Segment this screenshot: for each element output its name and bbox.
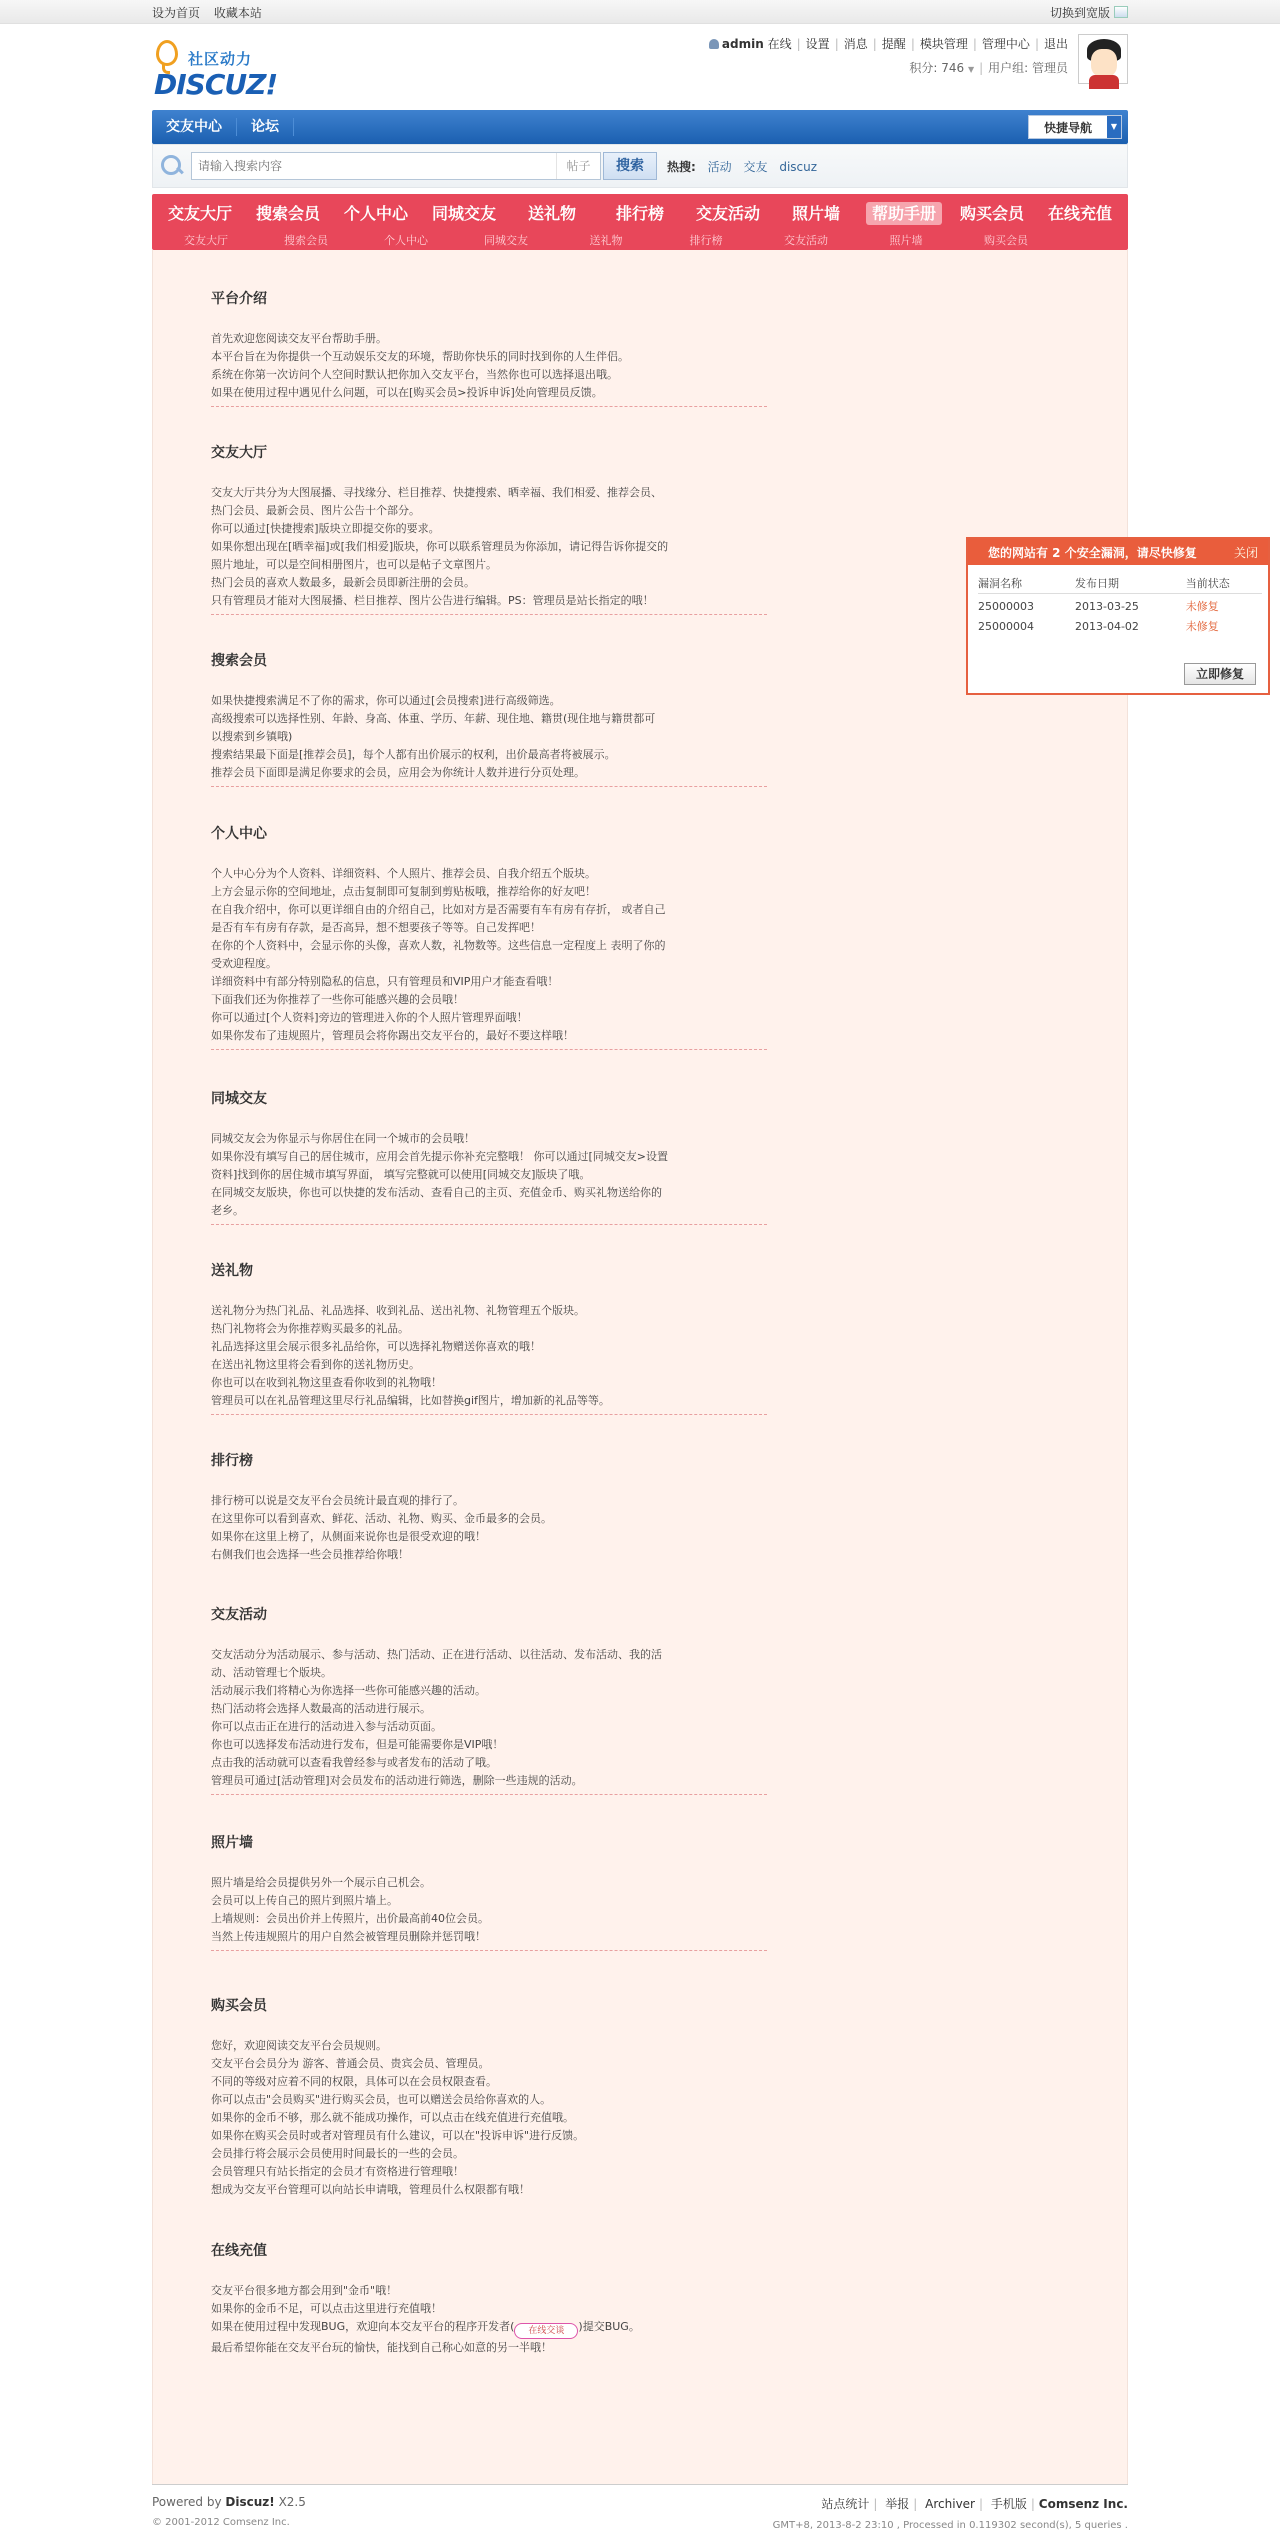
submenu-item[interactable]: 购买会员 <box>984 234 1028 247</box>
hot-search: 热搜: 活动 交友 discuz <box>667 159 818 174</box>
submenu-item[interactable]: 交友活动 <box>784 234 828 247</box>
section-title: 送礼物 <box>211 1263 253 1279</box>
hot-search-link[interactable]: discuz <box>779 159 818 174</box>
avatar[interactable] <box>1078 34 1128 84</box>
quick-nav-button[interactable]: 快捷导航 ▼ <box>1028 115 1122 139</box>
mobile-link[interactable]: 手机版 <box>990 2497 1027 2511</box>
stats-link[interactable]: 站点统计 <box>821 2497 870 2511</box>
points-menu[interactable]: 积分: 746 <box>909 61 965 75</box>
logo-bulb-icon <box>156 40 178 66</box>
search-input[interactable] <box>192 153 556 179</box>
search-icon <box>159 153 185 179</box>
search-button[interactable]: 搜索 <box>603 152 657 180</box>
copyright: © 2001-2012 Comsenz Inc. <box>152 2517 290 2528</box>
section-title: 交友大厅 <box>211 445 267 461</box>
search-type-select[interactable]: 帖子 <box>556 153 600 179</box>
help-section-search: 搜索会员 如果快捷搜索满足不了你的需求，你可以通过[会员搜索]进行高级筛选。 高级搜索可以选择性别、年龄、身高、体重、学历、年薪、现住地、籍贯(现住地与籍贯都可 以搜索到乡镇哦) 搜索结果最下面是[推荐会员]，每个人都有出价展示的权利，出价最高者将被展示。 推荐会员下面即是满足你要求的会员，应用会为你统计人数并进行分页处理。 <box>211 650 767 787</box>
menu-item-same-city[interactable]: 同城交友 <box>431 203 496 223</box>
menu-item-search[interactable]: 搜索会员 <box>255 203 320 223</box>
archiver-link[interactable]: Archiver <box>925 2497 975 2511</box>
security-alert <box>966 537 1270 695</box>
menu-item-recharge[interactable]: 在线充值 <box>1047 203 1112 223</box>
section-title: 排行榜 <box>211 1453 253 1469</box>
dating-menu <box>152 194 1128 250</box>
section-title: 购买会员 <box>211 1998 267 2014</box>
submenu-item[interactable]: 排行榜 <box>689 234 723 247</box>
help-section-activities: 交友活动 交友活动分为活动展示、参与活动、热门活动、正在进行活动、以往活动、发布活动、我的活 动、活动管理七个版块。 活动展示我们将精心为你选择一些你可能感兴趣的活动。 热门活动将会选择人数最高的活动进行展示。 你可以点击正在进行的活动进入参与活动页面。 你也可以选择发布活动进行发布，但是可能需要你是VIP哦！ 点击我的活动就可以查看我曾经参与或者发布的活动了哦。 管理员可通过[活动管理]对会员发布的活动进行筛选，删除一些违规的活动。 <box>211 1604 767 1795</box>
menu-item-personal[interactable]: 个人中心 <box>343 203 408 223</box>
divider <box>211 1049 767 1050</box>
divider <box>211 1224 767 1225</box>
divider <box>211 786 767 787</box>
section-title: 平台介绍 <box>211 291 267 307</box>
submenu-item[interactable]: 交友大厅 <box>184 234 228 247</box>
divider <box>211 614 767 615</box>
divider <box>211 1414 767 1415</box>
menu-item-ranking[interactable]: 排行榜 <box>615 203 664 223</box>
footer: Powered by Discuz! X2.5 © 2001-2012 Comsenz Inc. 站点统计 | 举报 | Archiver | 手机版 | Comsenz Inc. GMT+8, 2013-8-2 23:10 , Processed in 0.119302 second(s), 5 queries . <box>152 2484 1128 2540</box>
chevron-down-icon: ▼ <box>1107 116 1121 138</box>
settings-link[interactable]: 设置 <box>805 37 830 51</box>
switch-style-link[interactable]: 切换到宽版 <box>1049 5 1110 20</box>
qq-chat-icon[interactable]: 在线交谈 <box>514 2323 578 2339</box>
discuz-link[interactable]: Discuz! <box>225 2495 275 2509</box>
logout-link[interactable]: 退出 <box>1043 37 1068 51</box>
user-group-link[interactable]: 用户组: 管理员 <box>988 61 1068 75</box>
menu-item-activities[interactable]: 交友活动 <box>695 203 760 223</box>
section-title: 交友活动 <box>211 1607 267 1623</box>
section-title: 在线充值 <box>211 2243 267 2259</box>
admin-center-link[interactable]: 管理中心 <box>981 37 1030 51</box>
help-section-buy-member: 购买会员 您好，欢迎阅读交友平台会员规则。 交友平台会员分为 游客、普通会员、贵宾会员、管理员。 不同的等级对应着不同的权限，具体可以在会员权限查看。 你可以点击"会员购买"进行购买会员，也可以赠送会员给你喜欢的人。 如果你的金币不够，那么就不能成功操作，可以点击在线充值进行充值哦。 如果你在购买会员时或者对管理员有什么建议，可以在"投诉申诉"进行反馈。 会员排行将会展示会员使用时间最长的一些的会员。 会员管理只有站长指定的会员才有资格进行管理哦！ 想成为交友平台管理可以向站长申请哦，管理员什么权限都有哦！ <box>211 1995 767 2199</box>
switch-style-icon[interactable] <box>1114 6 1128 18</box>
nav-item-dating-center[interactable]: 交友中心 <box>152 118 237 136</box>
search-bar <box>152 144 1128 188</box>
site-logo[interactable]: 社区动力 DISCUZ! <box>152 34 302 104</box>
help-section-personal: 个人中心 个人中心分为个人资料、详细资料、个人照片、推荐会员、自我介绍五个版块。 上方会显示你的空间地址，点击复制即可复制到剪贴板哦，推荐给你的好友吧！ 在自我介绍中，你可以更详细自由的介绍自己，比如对方是否需要有车有房有存折， 或者自己 是否有车有房有存款，是否高异，想不想要孩子等等。自己发挥吧！ 在你的个人资料中，会显示你的头像，喜欢人数，礼物数等。这些信息一定程度上 表明了你的 受欢迎程度。 详细资料中有部分特别隐私的信息，只有管理员和VIP用户才能查看哦！ 下面我们还为你推荐了一些你可能感兴趣的会员哦！ 你可以通过[个人资料]旁边的管理进入你的个人照片管理界面哦！ 如果你发布了违规照片，管理员会将你踢出交友平台的，最好不要这样哦！ <box>211 823 767 1050</box>
messages-link[interactable]: 消息 <box>843 37 868 51</box>
help-section-recharge: 在线充值 交友平台很多地方都会用到"金币"哦！ 如果你的金币不足，可以点击这里进行充值哦！ 如果在使用过程中发现BUG，欢迎向本交友平台的程序开发者( 在线交谈 )提交BUG。 最后希望你能在交友平台玩的愉快，能找到自己称心如意的另一半哦！ <box>211 2240 767 2357</box>
status-badge: 未修复 <box>1185 620 1219 633</box>
help-section-intro: 平台介绍 首先欢迎您阅读交友平台帮助手册。 本平台旨在为你提供一个互动娱乐交友的环境，帮助你快乐的同时找到你的人生伴侣。 系统在你第一次访问个人空间时默认把你加入交友平台，当然你也可以选择退出哦。 如果在使用过程中遇见什么问题，可以在[购买会员>投诉申诉]处向管理员反馈。 <box>211 288 767 407</box>
bookmark-link[interactable]: 收藏本站 <box>213 5 262 20</box>
submenu-item[interactable]: 送礼物 <box>589 234 623 247</box>
help-section-gifts: 送礼物 送礼物分为热门礼品、礼品选择、收到礼品、送出礼物、礼物管理五个版块。 热门礼物将会为你推荐购买最多的礼品。 礼品选择这里会展示很多礼品给你，可以选择礼物赠送你喜欢的哦！ 在送出礼物这里将会看到你的送礼物历史。 你也可以在收到礼物这里查看你收到的礼物哦！ 管理员可以在礼品管理这里尽行礼品编辑，比如替换gif图片，增加新的礼品等等。 <box>211 1260 767 1415</box>
menu-item-help[interactable]: 帮助手册 <box>860 201 948 224</box>
submenu-item[interactable]: 个人中心 <box>384 234 428 247</box>
module-manage-link[interactable]: 模块管理 <box>919 37 968 51</box>
notifications-link[interactable]: 提醒 <box>881 37 906 51</box>
user-info: admin 在线 | 设置 | 消息 | 提醒 | 模块管理 | 管理中心 | 退出 积分: 746 ▼ | 用户组: 管理员 <box>709 34 1128 84</box>
menu-item-photo-wall[interactable]: 照片墙 <box>791 203 840 223</box>
submenu-item[interactable]: 照片墙 <box>889 234 923 247</box>
hot-search-link[interactable]: 交友 <box>743 159 768 174</box>
vulnerability-table: 漏洞名称 发布日期 当前状态 25000003 2013-03-25 未修复 25000004 2013-04-02 未修复 <box>978 573 1262 634</box>
help-section-ranking: 排行榜 排行榜可以说是交友平台会员统计最直观的排行了。 在这里你可以看到喜欢、鲜花、活动、礼物、购买、金币最多的会员。 如果你在这里上榜了，从侧面来说你也是很受欢迎的哦！ 右侧我们也会选择一些会员推荐给你哦！ <box>211 1450 767 1564</box>
section-title: 搜索会员 <box>211 653 267 669</box>
username-link[interactable]: admin <box>721 37 764 51</box>
help-section-same-city: 同城交友 同城交友会为你显示与你居住在同一个城市的会员哦！ 如果你没有填写自己的居住城市，应用会首先提示你补充完整哦！ 你可以通过[同城交友>设置 资料]找到你的居住城市填写界面， 填写完整就可以使用[同城交友]版块了哦。 在同城交友版块，你也可以快捷的发布活动、查看自己的主页、充值金币、购买礼物送给你的 老乡。 <box>211 1088 767 1225</box>
table-row: 25000003 2013-03-25 未修复 <box>978 594 1262 615</box>
section-title: 个人中心 <box>211 826 267 842</box>
user-icon <box>709 39 719 49</box>
nav-item-forum[interactable]: 论坛 <box>237 118 294 136</box>
help-section-photo-wall: 照片墙 照片墙是给会员提供另外一个展示自己机会。 会员可以上传自己的照片到照片墙上。 上墙规则：会员出价并上传照片，出价最高前40位会员。 当然上传违规照片的用户自然会被管理员删除并惩罚哦！ <box>211 1832 767 1951</box>
alert-title: 您的网站有 2 个安全漏洞，请尽快修复 <box>988 545 1197 560</box>
online-status[interactable]: 在线 <box>767 37 792 51</box>
divider <box>211 1950 767 1951</box>
section-title: 照片墙 <box>211 1835 253 1851</box>
alert-close-button[interactable]: 关闭 <box>1233 545 1258 560</box>
header <box>152 24 1128 110</box>
submenu-item[interactable]: 同城交友 <box>484 234 528 247</box>
top-bar <box>0 0 1280 24</box>
help-section-hall: 交友大厅 交友大厅共分为大图展播、寻找缘分、栏目推荐、快捷搜索、晒幸福、我们相爱、推荐会员、 热门会员、最新会员、图片公告十个部分。 你可以通过[快捷搜索]版块立即提交你的要求。 如果你想出现在[晒幸福]或[我们相爱]版块，你可以联系管理员为你添加，请记得告诉你提交的 照片地址，可以是空间相册图片，也可以是帖子文章图片。 热门会员的喜欢人数最多，最新会员即新注册的会员。 只有管理员才能对大图展播、栏目推荐、图片公告进行编辑。PS：管理员是站长指定的哦！ <box>211 442 767 615</box>
status-badge: 未修复 <box>1185 600 1219 613</box>
section-title: 同城交友 <box>211 1091 267 1107</box>
chevron-down-icon: ▼ <box>967 65 975 74</box>
menu-item-gifts[interactable]: 送礼物 <box>527 203 576 223</box>
table-row: 25000004 2013-04-02 未修复 <box>978 614 1262 634</box>
comsenz-link[interactable]: Comsenz Inc. <box>1038 2497 1128 2511</box>
hot-search-link[interactable]: 活动 <box>707 159 732 174</box>
set-home-link[interactable]: 设为首页 <box>152 5 201 20</box>
menu-item-buy-member[interactable]: 购买会员 <box>959 203 1024 223</box>
menu-item-hall[interactable]: 交友大厅 <box>167 203 232 223</box>
submenu-item[interactable]: 搜索会员 <box>284 234 328 247</box>
divider <box>211 406 767 407</box>
main-nav <box>152 110 1128 144</box>
divider <box>211 1794 767 1795</box>
fix-now-button[interactable]: 立即修复 <box>1184 663 1256 685</box>
processing-info: GMT+8, 2013-8-2 23:10 , Processed in 0.119302 second(s), 5 queries . <box>772 2520 1128 2531</box>
report-link[interactable]: 举报 <box>885 2497 910 2511</box>
